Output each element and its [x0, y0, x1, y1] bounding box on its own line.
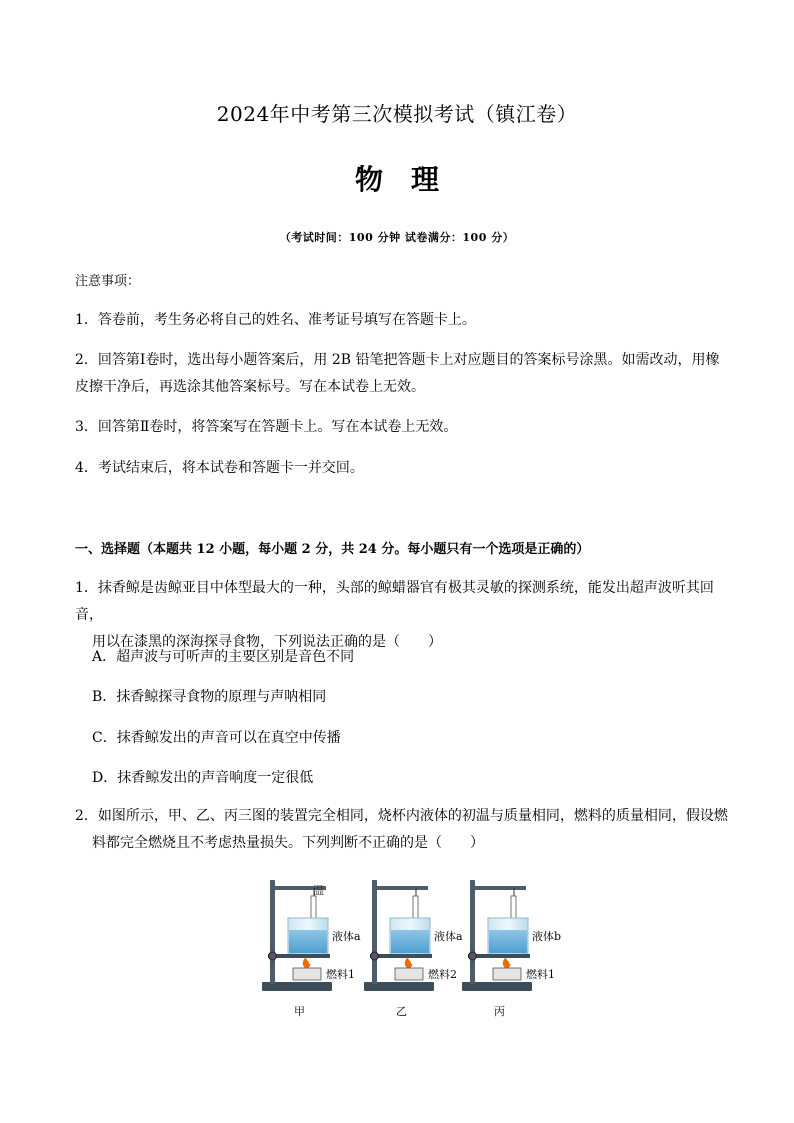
apparatus-3 — [462, 880, 561, 1018]
stand-rod — [270, 880, 275, 984]
exam-title: 2024年中考第三次模拟考试（镇江卷） — [216, 102, 578, 126]
question-2-stem — [75, 803, 730, 857]
question-1-line-2: 用以在漆黑的深海探寻食物，下列说法正确的是（ ） — [92, 634, 442, 650]
question-1-option-d: D．抹香鲸发出的声音响度一定很低 — [92, 770, 314, 786]
liquid-label-1: 液体a — [332, 930, 361, 943]
exam-info: （考试时间：100 分钟 试卷满分：100 分） — [279, 231, 515, 244]
apparatus-2 — [364, 880, 463, 1018]
heating-apparatus-figure — [258, 872, 562, 1022]
fuel-label-2: 燃料2 — [428, 968, 457, 981]
notice-item-4: 4．考试结束后，将本试卷和答题卡一并交回。 — [75, 460, 364, 476]
caption-3: 丙 — [494, 1005, 505, 1018]
question-1-stem — [75, 575, 730, 656]
question-1-line-1: 1．抹香鲸是齿鲸亚目中体型最大的一种，头部的鲸蜡器官有极其灵敏的探测系统，能发出超声波听其回音， — [75, 580, 714, 623]
notice-heading: 注意事项： — [75, 274, 141, 289]
liquid-label-2: 液体a — [434, 930, 463, 943]
subject-title — [0, 158, 794, 198]
caption-2: 乙 — [396, 1005, 407, 1018]
flame-icon — [303, 957, 311, 968]
question-2-line-1: 2．如图所示，甲、乙、丙三图的装置完全相同，烧杯内液体的初温与质量相同，燃料的质量相同，假设燃 — [75, 808, 728, 824]
notice-item-2: 2．回答第Ⅰ卷时，选出每小题答案后，用 2B 铅笔把答题卡上对应题目的答案标号涂黑。如需改动，用橡皮擦干净后，再选涂其他答案标号。写在本试卷上无效。 — [75, 352, 720, 395]
fuel-label-3: 燃料1 — [526, 968, 555, 981]
svg-text:温: 温 — [313, 884, 324, 897]
question-2-line-2: 料都完全燃烧且不考虑热量损失。下列判断不正确的是（ ） — [92, 835, 484, 851]
fuel-label-1: 燃料1 — [326, 968, 355, 981]
flame-icon — [405, 957, 413, 968]
apparatus-1 — [262, 880, 361, 1018]
section-heading: 一、选择题（本题共 12 小题，每小题 2 分，共 24 分。每小题只有一个选项是正确的） — [75, 542, 590, 557]
flame-icon — [503, 957, 511, 968]
question-1-option-b: B．抹香鲸探寻食物的原理与声呐相同 — [92, 689, 327, 705]
support-ring — [268, 954, 330, 958]
subject-char-1: 物 — [354, 163, 383, 196]
caption-1: 甲 — [294, 1005, 305, 1018]
burner — [293, 968, 321, 980]
notice-item-3: 3．回答第Ⅱ卷时，将答案写在答题卡上。写在本试卷上无效。 — [75, 419, 458, 435]
subject-char-2: 理 — [411, 163, 440, 196]
question-1-option-a: A．超声波与可听声的主要区别是音色不同 — [92, 649, 355, 665]
notice-item-1: 1．答卷前，考生务必将自己的姓名、准考证号填写在答题卡上。 — [75, 312, 476, 328]
liquid-label-3: 液体b — [532, 930, 562, 943]
question-1-option-c: C．抹香鲸发出的声音可以在真空中传播 — [92, 730, 341, 746]
